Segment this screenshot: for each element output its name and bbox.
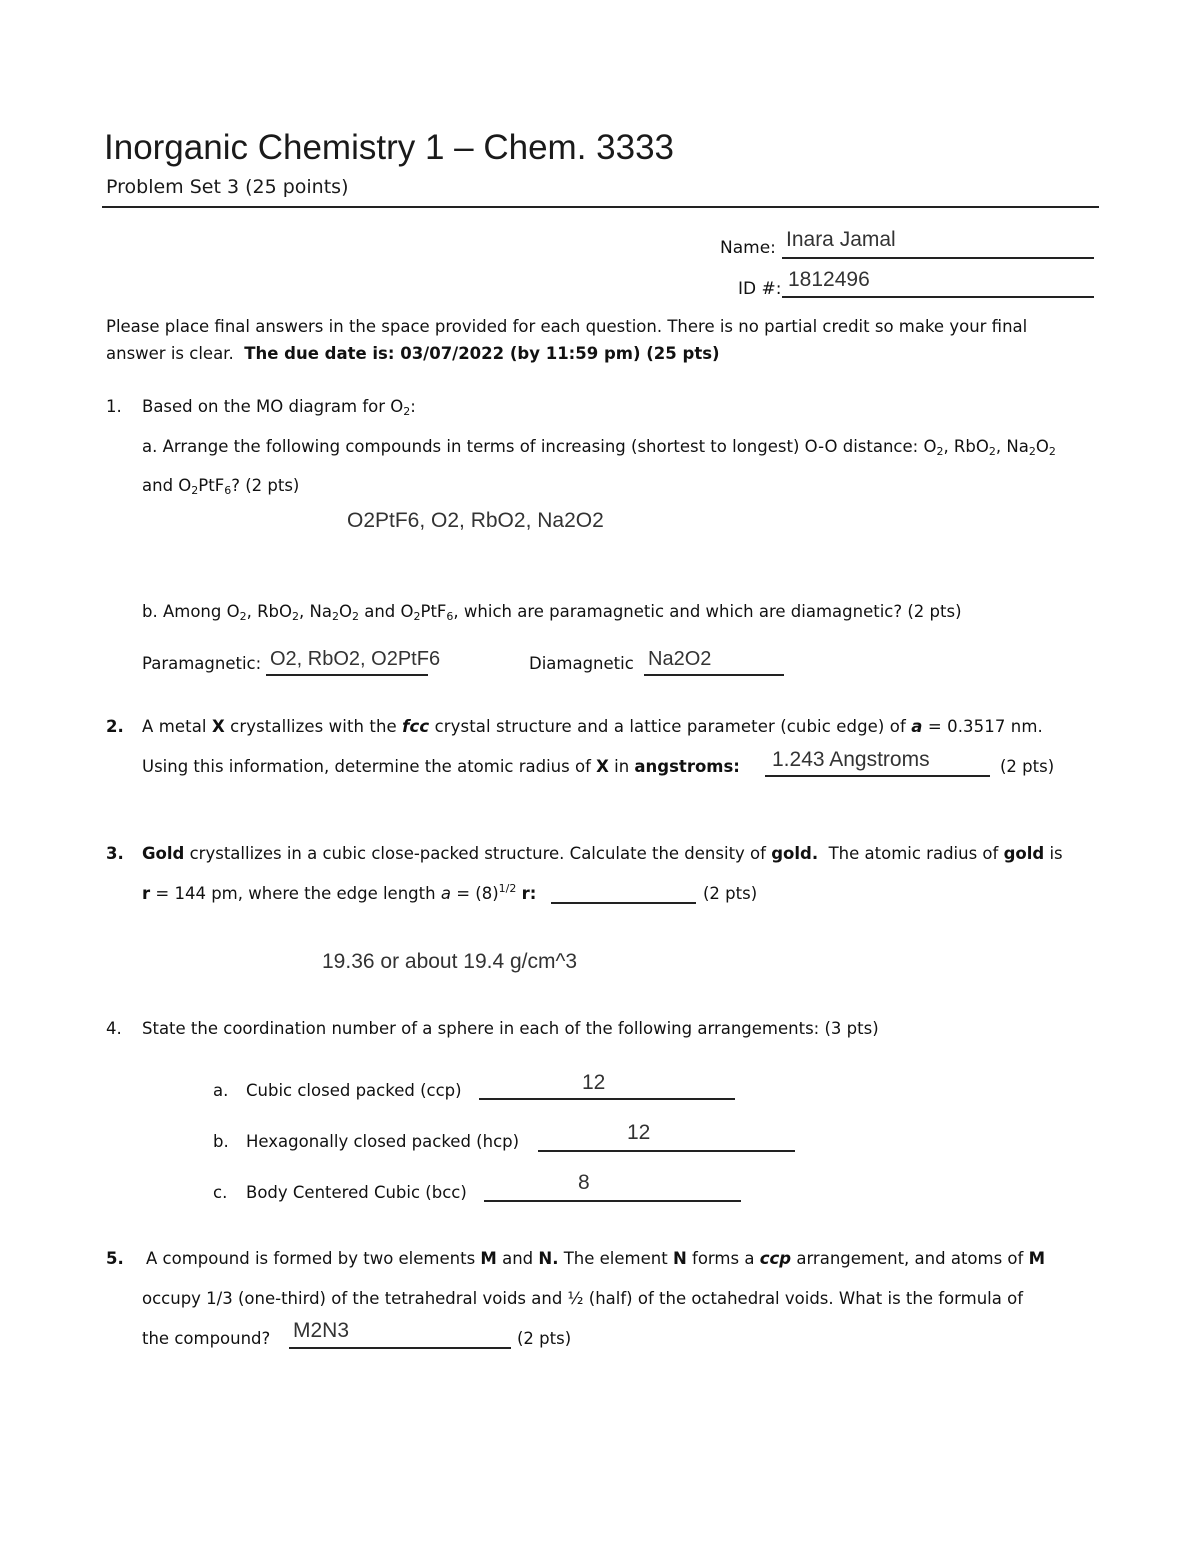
name-label: Name: — [720, 238, 776, 258]
q4-number: 4. — [106, 1019, 122, 1038]
q5-number: 5. — [106, 1249, 124, 1268]
q4c-underline — [484, 1200, 741, 1202]
q3-underline — [551, 902, 696, 904]
q1a-answer: O2PtF6, O2, RbO2, Na2O2 — [347, 509, 604, 532]
q4b-label: Hexagonally closed packed (hcp) — [246, 1132, 520, 1151]
paramagnetic-label: Paramagnetic: — [142, 654, 262, 673]
q2-number: 2. — [106, 717, 124, 736]
diamagnetic-answer: Na2O2 — [648, 648, 712, 670]
paramagnetic-underline — [266, 674, 428, 676]
q2-underline — [765, 775, 990, 777]
q4c-answer: 8 — [578, 1171, 590, 1194]
q1-intro: Based on the MO diagram for $O_2$: — [142, 397, 416, 418]
instructions-line-1: Please place final answers in the space provided for each question. There is no partial credit so make your final — [106, 317, 1028, 336]
q2-answer: 1.243 Angstroms — [772, 748, 930, 771]
page-title: Inorganic Chemistry 1 – Chem. 3333 — [104, 128, 674, 167]
q4b-answer: 12 — [627, 1121, 651, 1144]
q3-points: (2 pts) — [703, 884, 758, 903]
q4b-letter: b. — [213, 1132, 229, 1151]
q3-line-1: Gold crystallizes in a cubic close-packed structure. Calculate the density of gold. The atomic radius of gold is — [142, 844, 1063, 863]
q4-text: State the coordination number of a sphere in each of the following arrangements: (3 pts) — [142, 1019, 879, 1038]
q4c-label: Body Centered Cubic (bcc) — [246, 1183, 467, 1202]
q1a-line-2: and $O_2PtF_6$? (2 pts) — [142, 476, 300, 497]
header-rule — [102, 206, 1099, 208]
instructions-start: answer is clear. — [106, 344, 234, 363]
q1a-line-1: a. Arrange the following compounds in terms of increasing (shortest to longest) O-O distance: $O_2$, RbO$_2$, $Na_2O_2$ — [142, 437, 1056, 458]
q4a-letter: a. — [213, 1081, 229, 1100]
q5-points: (2 pts) — [517, 1329, 572, 1348]
q2-line-2: Using this information, determine the atomic radius of X in angstroms: — [142, 757, 740, 776]
diamagnetic-underline — [644, 674, 784, 676]
due-date: The due date is: 03/07/2022 (by 11:59 pm) (25 pts) — [244, 344, 720, 363]
q1b-line: b. Among $O_2$, RbO$_2$, $Na_2O_2$ and $O_2PtF_6$, which are paramagnetic and which are diamagnetic? (2 pts) — [142, 602, 962, 623]
instructions-line-2 — [106, 344, 720, 364]
q1-number: 1. — [106, 397, 122, 416]
q5-line-2: occupy 1/3 (one-third) of the tetrahedral voids and ½ (half) of the octahedral voids. What is the formula of — [142, 1289, 1024, 1308]
q5-line-3: the compound? — [142, 1329, 271, 1348]
diamagnetic-label: Diamagnetic — [529, 654, 634, 673]
page-subtitle: Problem Set 3 (25 points) — [106, 176, 349, 198]
q3-answer: 19.36 or about 19.4 g/cm^3 — [322, 950, 578, 973]
q3-line-2: r = 144 pm, where the edge length $a = (8)^{1/2}$ r: — [142, 882, 537, 903]
q3-number: 3. — [106, 844, 124, 863]
q4b-underline — [538, 1150, 795, 1152]
q4c-letter: c. — [213, 1183, 228, 1202]
q5-answer: M2N3 — [293, 1319, 350, 1342]
id-value: 1812496 — [788, 268, 870, 291]
q4a-answer: 12 — [582, 1071, 606, 1094]
id-label: ID #: — [738, 279, 782, 299]
q5-underline — [289, 1347, 511, 1349]
q5-line-1: A compound is formed by two elements M and N. The element N forms a ccp arrangement, and atoms of M — [146, 1249, 1046, 1268]
name-underline — [782, 257, 1094, 259]
q4a-underline — [479, 1098, 735, 1100]
q2-line-1: A metal X crystallizes with the fcc crystal structure and a lattice parameter (cubic edge) of a = 0.3517 nm. — [142, 717, 1043, 736]
q2-points: (2 pts) — [1000, 757, 1055, 776]
q4a-label: Cubic closed packed (ccp) — [246, 1081, 462, 1100]
name-value: Inara Jamal — [786, 228, 896, 251]
paramagnetic-answer: O2, RbO2, O2PtF6 — [270, 648, 441, 670]
id-underline — [782, 296, 1094, 298]
